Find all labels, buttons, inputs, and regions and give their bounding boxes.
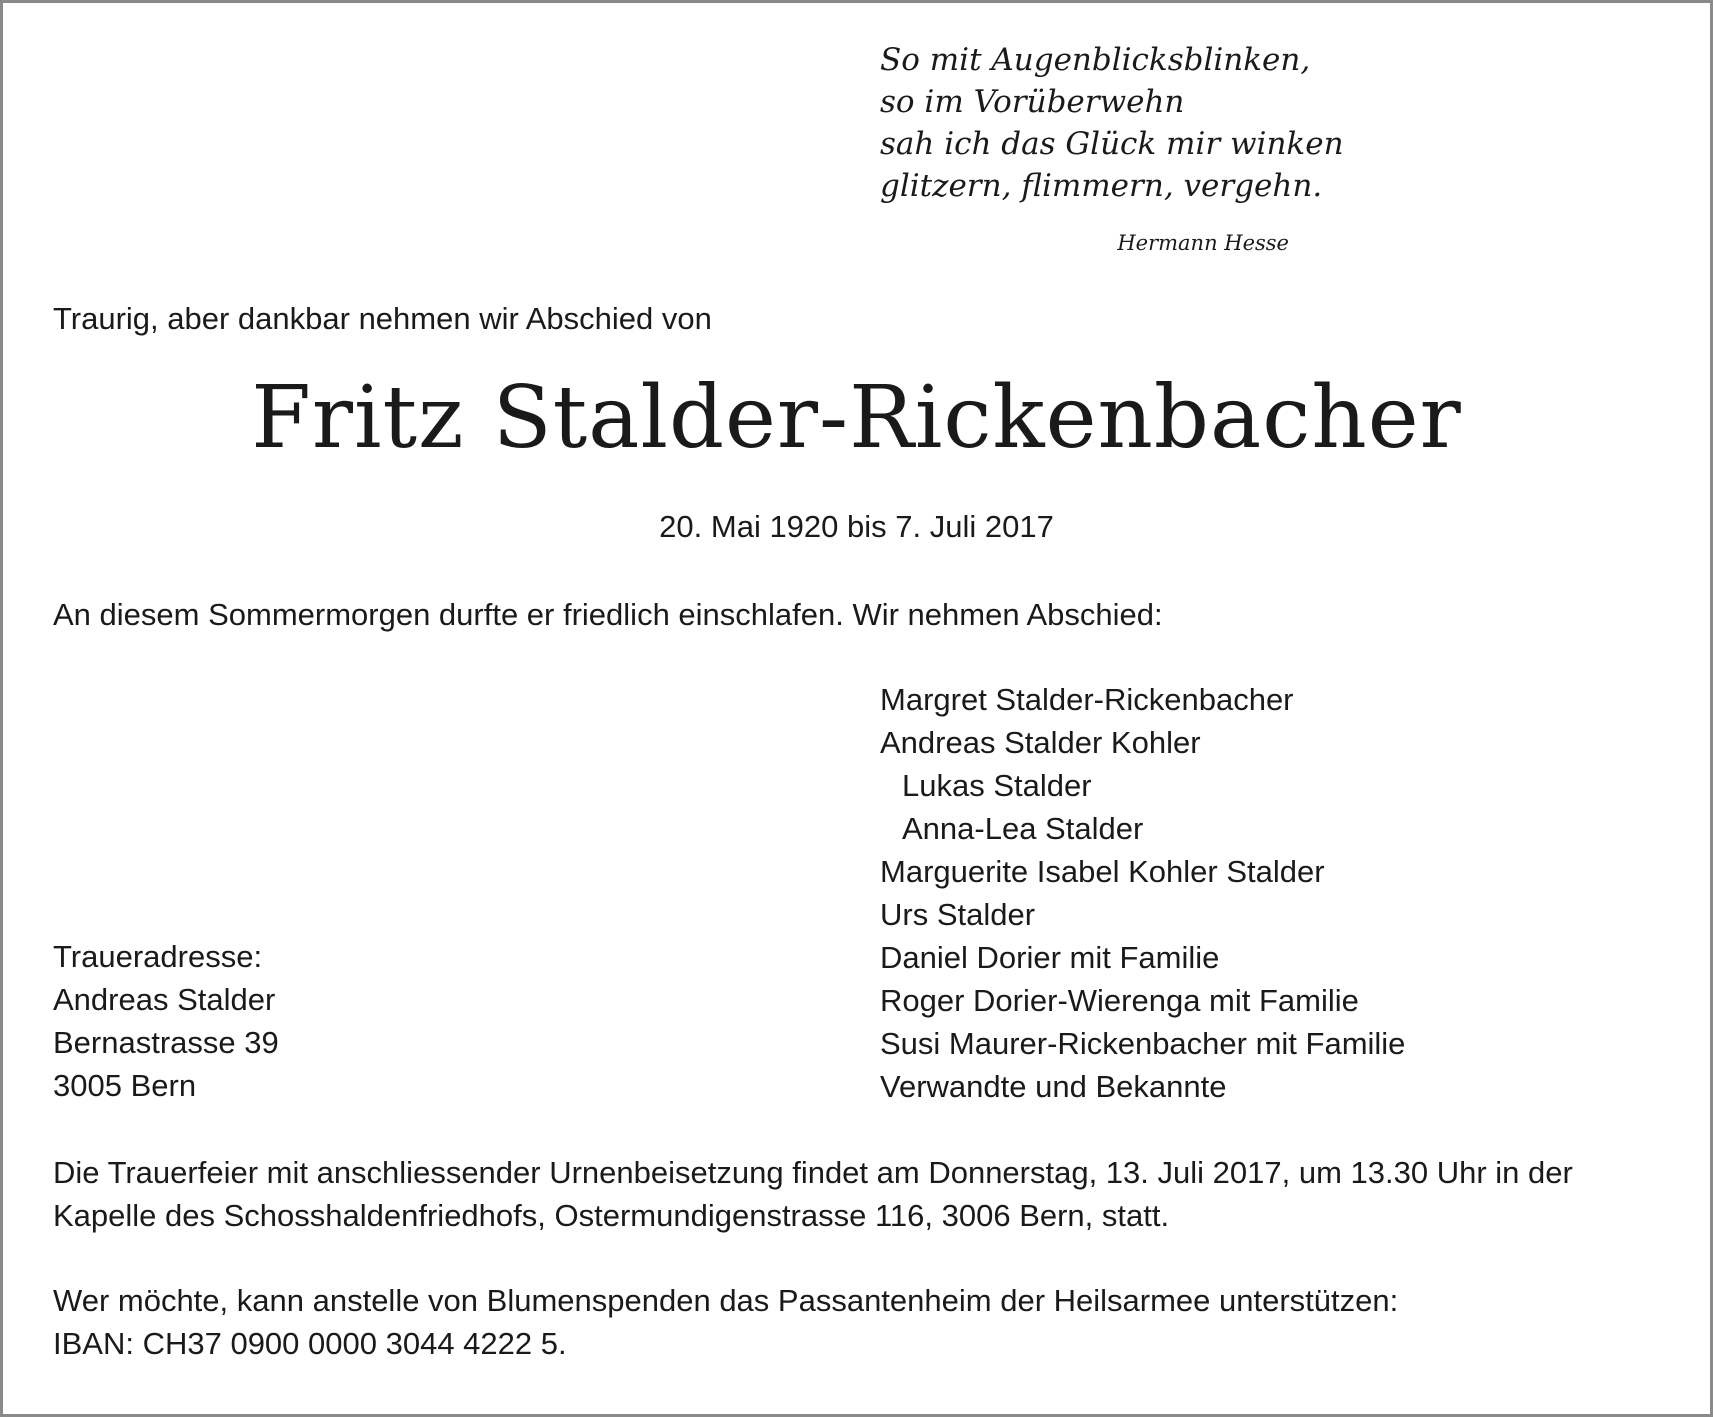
mourner-entry: Roger Dorier-Wierenga mit Familie [880,983,1359,1018]
mourner-entry: Daniel Dorier mit Familie [880,940,1220,975]
mourner-entry: Lukas Stalder [902,768,1092,803]
poem-author: Hermann Hesse [1117,231,1289,255]
mourner-entry: Marguerite Isabel Kohler Stalder [880,854,1325,889]
ceremony-line: Kapelle des Schosshaldenfriedhofs, Ostermundigenstrasse 116, 3006 Bern, statt. [53,1198,1170,1233]
mourner-entry: Margret Stalder-Rickenbacher [880,682,1294,717]
statement-text: An diesem Sommermorgen durfte er friedlich einschlafen. Wir nehmen Abschied: [53,597,1163,632]
donation-paragraph [53,1279,1398,1365]
ceremony-line: Die Trauerfeier mit anschliessender Urnenbeisetzung findet am Donnerstag, 13. Juli 2017, um 13.30 Uhr in der [53,1155,1573,1190]
poem-line: So mit Augenblicksblinken, [880,42,1311,78]
mourning-address [53,935,279,1107]
poem-line: so im Vorüberwehn [880,84,1185,120]
address-street: Bernastrasse 39 [53,1025,279,1060]
poem-line: glitzern, flimmern, vergehn. [880,168,1323,204]
mourner-entry: Susi Maurer-Rickenbacher mit Familie [880,1026,1406,1061]
ceremony-paragraph [53,1151,1573,1237]
poem-line: sah ich das Glück mir winken [880,126,1344,162]
intro-text: Traurig, aber dankbar nehmen wir Abschied von [53,301,712,336]
donation-line: Wer möchte, kann anstelle von Blumenspenden das Passantenheim der Heilsarmee unterstützen: [53,1283,1399,1318]
mourner-entry: Urs Stalder [880,897,1036,932]
address-name: Andreas Stalder [53,982,276,1017]
deceased-name: Fritz Stalder-Rickenbacher [251,368,1462,468]
mourner-entry: Andreas Stalder Kohler [880,725,1201,760]
iban-line: IBAN: CH37 0900 0000 3044 4222 5. [53,1326,567,1361]
poem-quote [880,39,1344,255]
life-dates: 20. Mai 1920 bis 7. Juli 2017 [659,509,1054,544]
address-city: 3005 Bern [53,1068,197,1103]
mourner-entry: Verwandte und Bekannte [880,1069,1227,1104]
mourner-entry: Anna-Lea Stalder [902,811,1144,846]
address-label: Traueradresse: [53,939,263,974]
mourners-list [880,678,1405,1108]
